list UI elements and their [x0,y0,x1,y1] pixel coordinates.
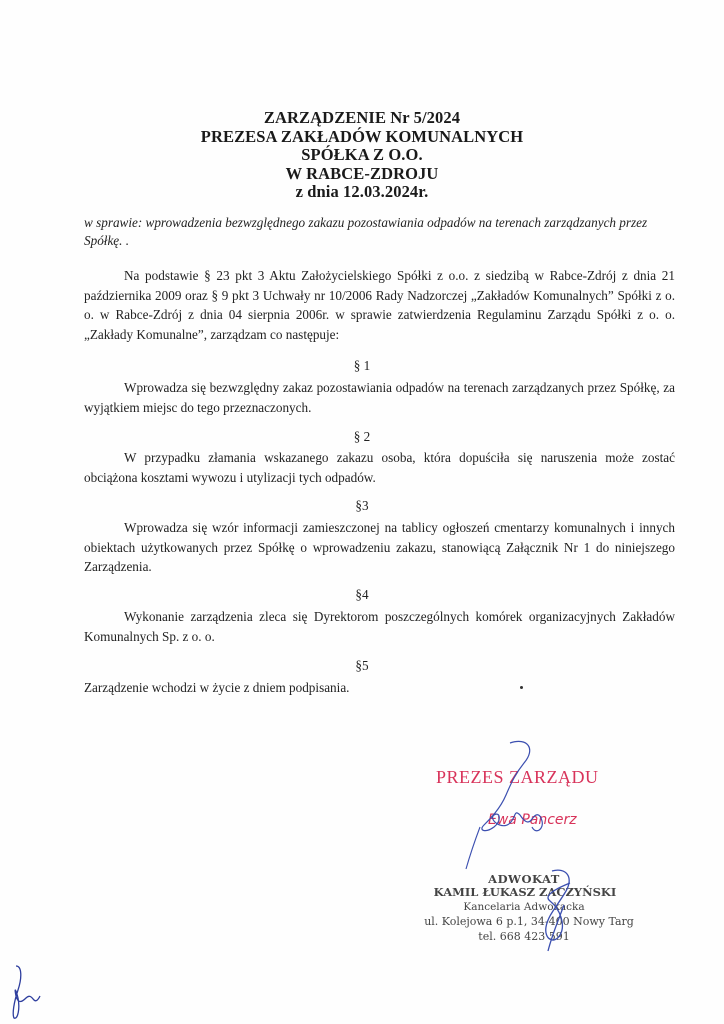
section-text-5: Zarządzenie wchodzi w życie z dniem podpisania. [84,680,350,695]
lawyer-stamp-office: Kancelaria Adwokacka [463,901,585,913]
president-signature-icon [440,735,560,875]
header-location: W RABCE-ZDROJU [285,163,439,183]
scan-speck [520,686,523,689]
section-text-3: Wprowadza się wzór informacji zamieszczonej na tablicy ogłoszeń cmentarzy komunalnych i innych obiektach użytkowanych przez Spółkę o wprowadzeniu zakazu, stanowiącą Załącznik Nr 1 do niniejszego Zarządzenia. [84,520,675,574]
president-stamp-title: PREZES ZARZĄDU [436,767,599,787]
initials-signature-icon [4,962,44,1022]
lawyer-stamp-phone: tel. 668 423 591 [478,930,570,943]
header-date: z dnia 12.03.2024r. [295,182,429,201]
section-mark-2: § 2 [353,429,371,444]
section-text-2: W przypadku złamania wskazanego zakazu osoba, która dopuściła się naruszenia może zostać obciążona kosztami wywozu i utylizacji tych odpadów. [84,450,675,485]
legal-basis-paragraph: Na podstawie § 23 pkt 3 Aktu Założycielskiego Spółki z o.o. z siedzibą w Rabce-Zdrój z dnia 21 października 2009 oraz § 9 pkt 3 Uchwały nr 10/2006 Rady Nadzorczej „Zakładów Komunalnych” Spółki z o. o. w Rabce-Zdrój z dnia 04 sierpnia 2006r. w sprawie zatwierdzenia Regulaminu Zarządu Spółki z o. o. „Zakłady Komunalne”, zarządzam co następuje: [84,268,675,342]
section-text-1: Wprowadza się bezwzględny zakaz pozostawiania odpadów na terenach zarządzanych przez Spółkę, za wyjątkiem miejsc do tego przeznaczonych. [84,380,675,415]
header-title: ZARZĄDZENIE Nr 5/2024 [263,108,461,127]
president-stamp-name: Ewa Pancerz [488,812,577,828]
section-mark-5: §5 [355,658,369,673]
subject-line: w sprawie: wprowadzenia bezwzględnego zakazu pozostawiania odpadów na terenach zarządzanych przez Spółkę. . [84,215,648,248]
lawyer-stamp-address: ul. Kolejowa 6 p.1, 34-400 Nowy Targ [424,915,634,928]
lawyer-stamp-name: KAMIL ŁUKASZ ZACZYŃSKI [433,885,617,899]
section-mark-3: §3 [355,498,369,513]
section-text-4: Wykonanie zarządzenia zleca się Dyrektorom poszczególnych komórek organizacyjnych Zakładów Komunalnych Sp. z o. o. [84,609,675,644]
section-mark-4: §4 [355,587,369,602]
document-header [0,109,724,202]
lawyer-stamp-title: ADWOKAT [488,872,560,886]
section-mark-1: § 1 [353,358,371,373]
header-company-type: SPÓŁKA Z O.O. [301,145,423,164]
header-issuer: PREZESA ZAKŁADÓW KOMUNALNYCH [200,126,524,146]
